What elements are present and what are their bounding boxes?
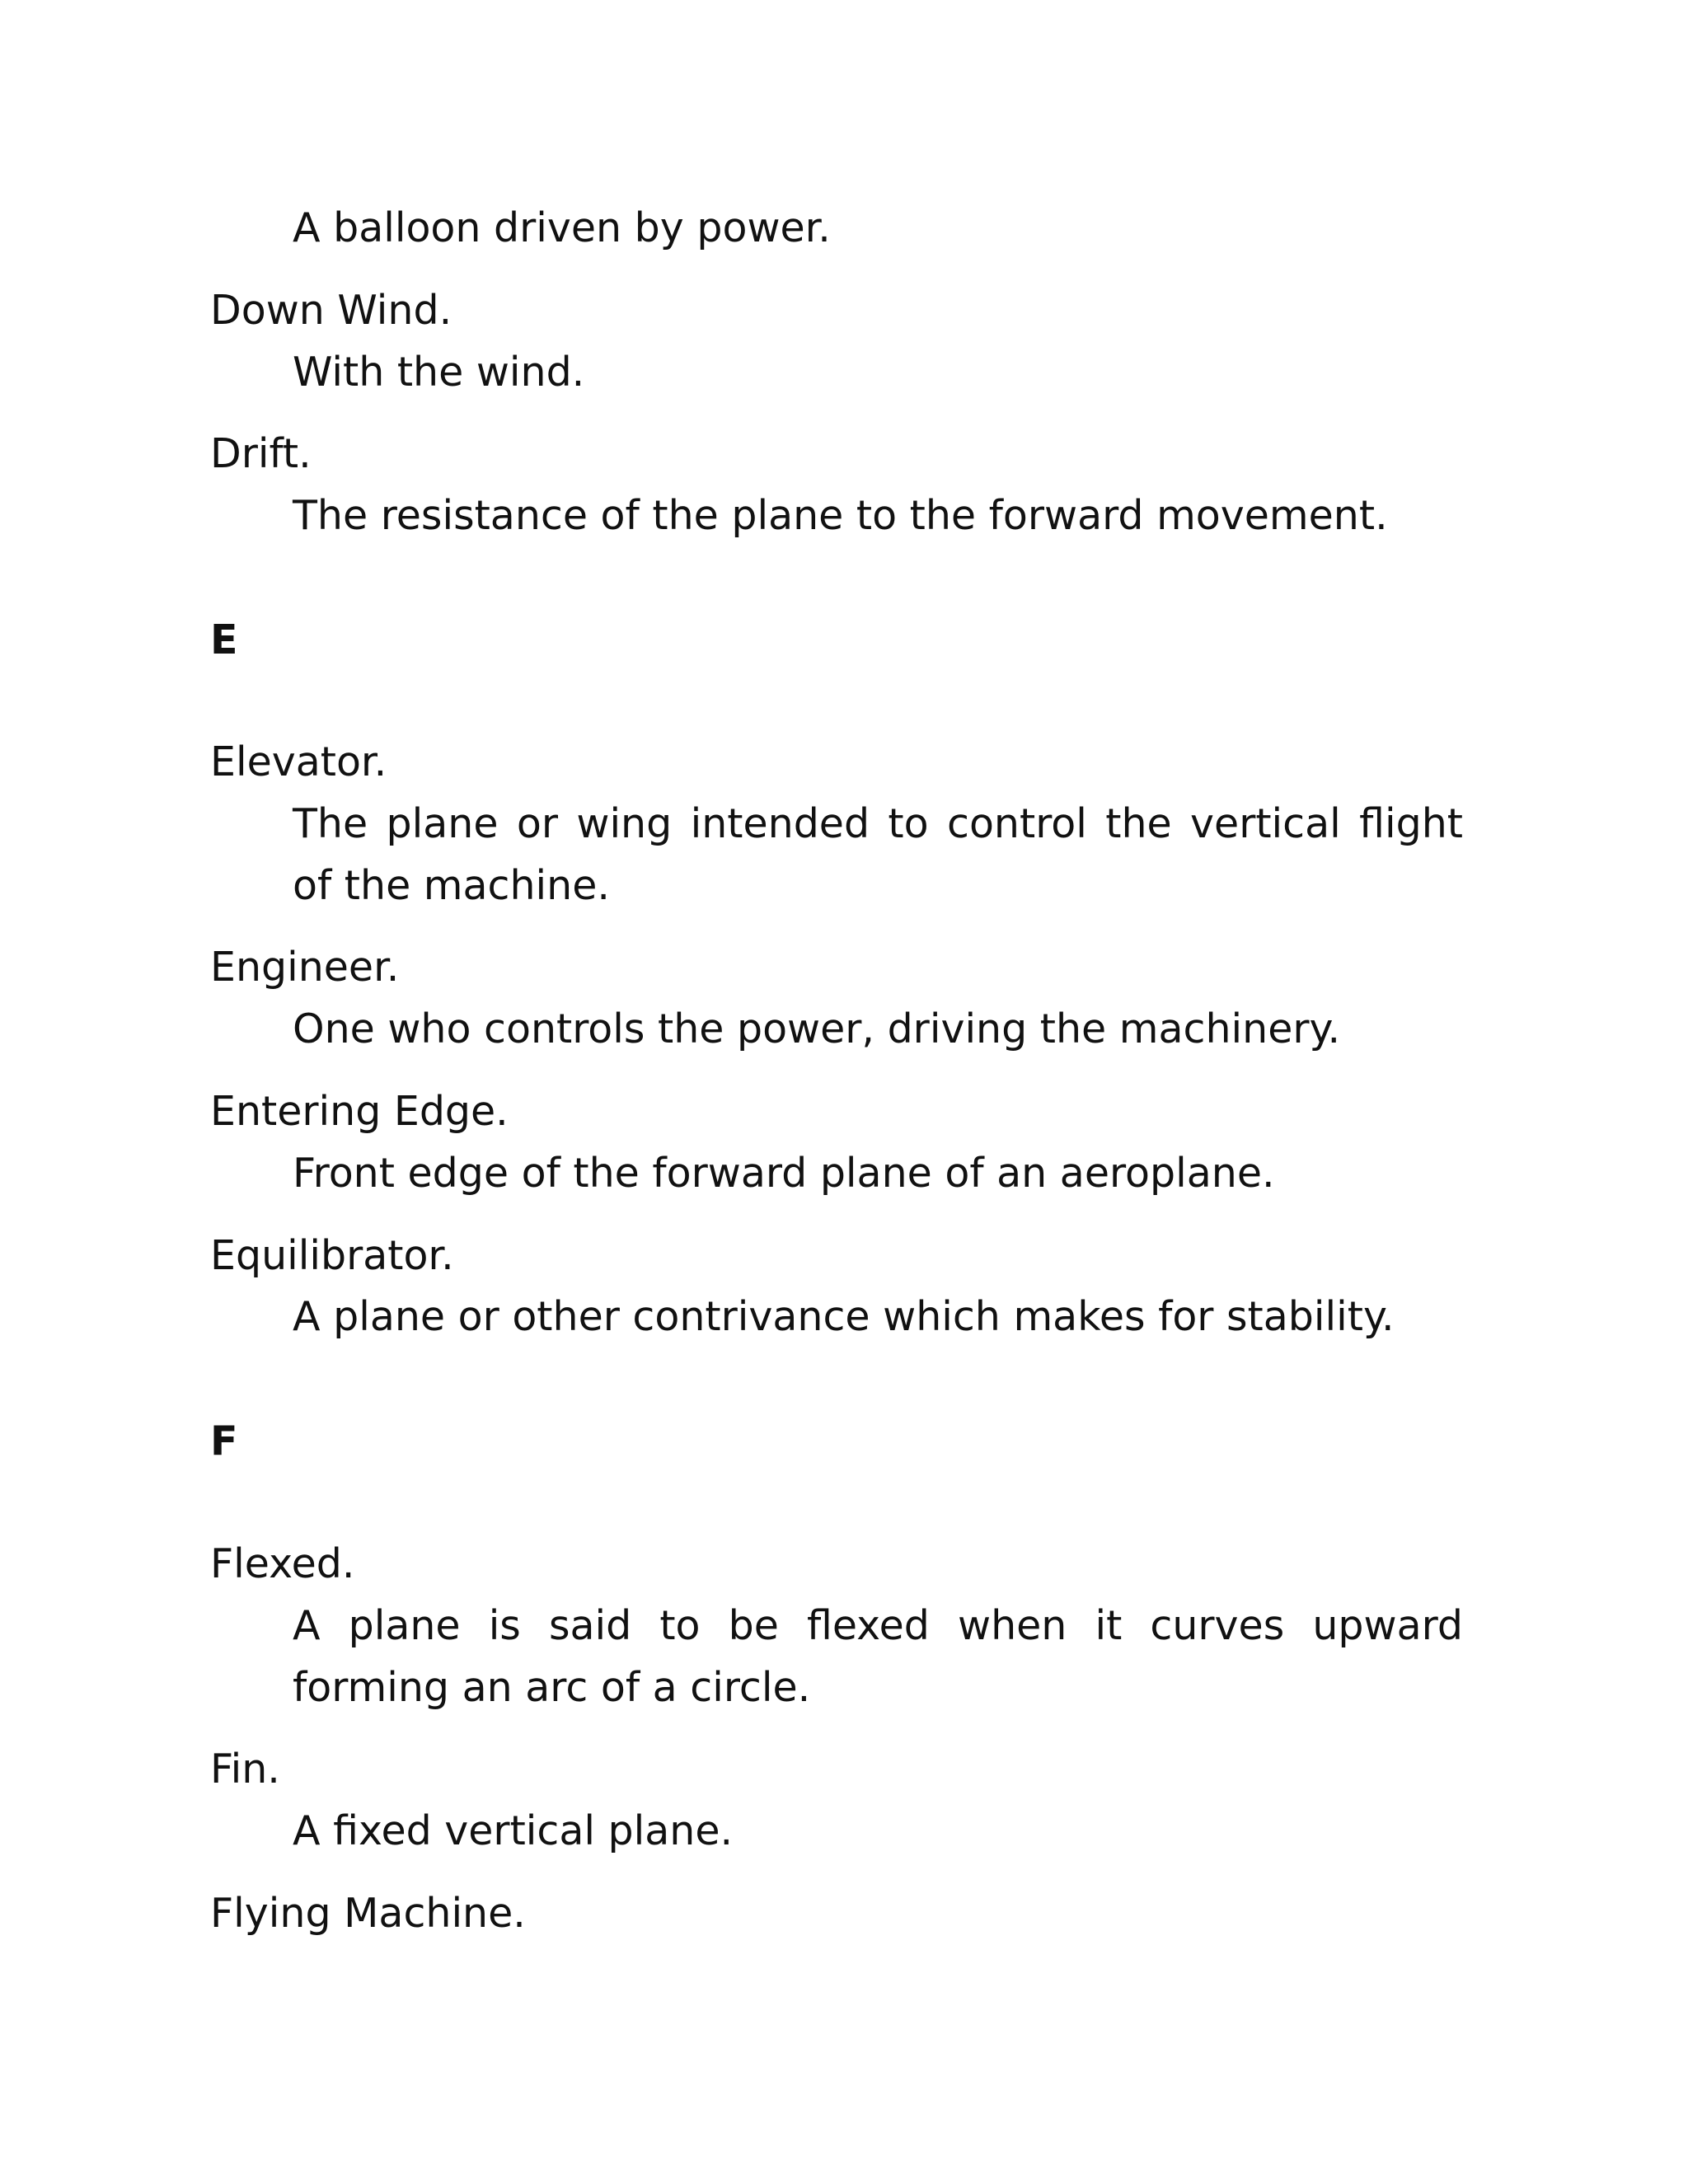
term-engineer: Engineer. (210, 944, 400, 991)
section-letter-e: E (210, 616, 238, 663)
term-elevator: Elevator. (210, 738, 387, 785)
definition-dirigible: A balloon driven by power. (293, 204, 831, 251)
definition-flexed: A plane is said to be flexed when it curves upward forming an arc of a circle. (293, 1602, 1463, 1711)
term-drift: Drift. (210, 430, 312, 477)
term-entering-edge: Entering Edge. (210, 1088, 509, 1135)
definition-elevator: The plane or wing intended to control the vertical flight of the machine. (293, 800, 1463, 909)
section-letter-f: F (210, 1418, 238, 1465)
definition-fin: A fixed vertical plane. (293, 1807, 734, 1854)
definition-entering-edge: Front edge of the forward plane of an aeroplane. (293, 1150, 1275, 1197)
definition-drift: The resistance of the plane to the forward movement. (293, 492, 1388, 539)
term-equilibrator: Equilibrator. (210, 1232, 454, 1279)
term-flying-machine: Flying Machine. (210, 1890, 526, 1937)
definition-equilibrator: A plane or other contrivance which makes for stability. (293, 1293, 1395, 1340)
definition-down-wind: With the wind. (293, 349, 585, 396)
definition-engineer: One who controls the power, driving the machinery. (293, 1005, 1341, 1052)
term-flexed: Flexed. (210, 1540, 355, 1587)
term-fin: Fin. (210, 1746, 280, 1793)
term-down-wind: Down Wind. (210, 287, 452, 334)
